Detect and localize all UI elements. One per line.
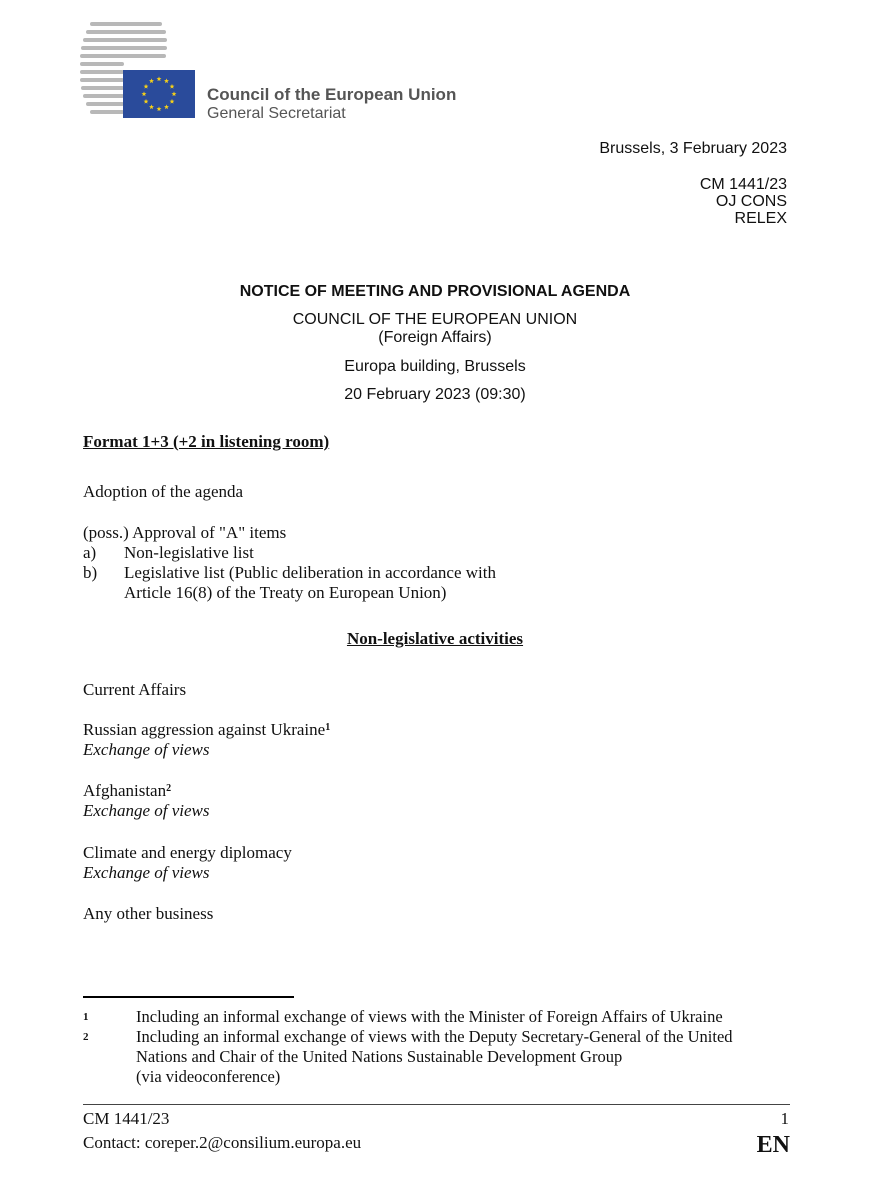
- list-text: Non-legislative list: [124, 543, 254, 562]
- document-date: Brussels, 3 February 2023: [599, 140, 787, 157]
- list-text: Article 16(8) of the Treaty on European Union): [124, 583, 447, 602]
- agenda-item-aob: Any other business: [83, 904, 214, 923]
- footnote: [0, 1027, 872, 1087]
- footnote-number: 2: [83, 1031, 89, 1043]
- footnote-text: Including an informal exchange of views with the Minister of Foreign Affairs of Ukraine: [136, 1007, 723, 1026]
- agenda-item-subtitle: Exchange of views: [83, 740, 210, 759]
- org-name: Council of the European Union: [207, 85, 457, 104]
- council-body: COUNCIL OF THE EUROPEAN UNION: [292, 311, 578, 328]
- list-label: a): [83, 543, 97, 562]
- meeting-format: Format 1+3 (+2 in listening room): [83, 432, 330, 451]
- footnote-number: 1: [83, 1011, 89, 1023]
- document-references: [700, 176, 787, 227]
- footnote-text: [136, 1027, 796, 1087]
- agenda-item: [83, 843, 292, 883]
- agenda-item-current-affairs: Current Affairs: [83, 680, 187, 699]
- section-heading-text: Non-legislative activities: [346, 629, 524, 648]
- footer-contact: Contact: coreper.2@consilium.europa.eu: [83, 1133, 362, 1152]
- notice-heading: NOTICE OF MEETING AND PROVISIONAL AGENDA: [239, 283, 631, 300]
- agenda-item-title: Afghanistan: [83, 781, 167, 800]
- footnote-ref: 2: [166, 783, 172, 794]
- list-item: [83, 543, 496, 563]
- agenda-item-title: Climate and energy diplomacy: [83, 843, 292, 862]
- footnote-divider: [83, 996, 294, 998]
- agenda-item-adoption: Adoption of the agenda: [83, 482, 244, 501]
- ref-code: OJ CONS: [715, 193, 787, 210]
- logo-text: [207, 85, 456, 123]
- meeting-datetime: 20 February 2023 (09:30): [344, 386, 526, 403]
- list-item-continued: [83, 583, 496, 603]
- footnote: [0, 1007, 872, 1027]
- council-configuration: (Foreign Affairs): [378, 329, 492, 346]
- footer-divider: [83, 1104, 790, 1105]
- list-label: b): [83, 563, 98, 582]
- footer-reference: CM 1441/23: [83, 1109, 170, 1128]
- language-code: EN: [756, 1132, 790, 1158]
- meeting-venue: Europa building, Brussels: [344, 358, 526, 375]
- list-text: Legislative list (Public deliberation in accordance with: [124, 563, 496, 582]
- approval-title: (poss.) Approval of "A" items: [83, 523, 287, 542]
- ref-code: RELEX: [734, 210, 787, 227]
- org-unit: General Secretariat: [207, 105, 346, 122]
- section-heading: [0, 629, 870, 649]
- agenda-item-title: Russian aggression against Ukraine: [83, 720, 326, 739]
- agenda-item-subtitle: Exchange of views: [83, 801, 210, 820]
- list-item: [83, 563, 496, 583]
- council-logo: [80, 20, 200, 120]
- page-number: 1: [780, 1109, 789, 1128]
- agenda-item: [83, 781, 210, 821]
- footnote-ref: 1: [325, 722, 331, 733]
- agenda-item: [83, 720, 330, 760]
- footnote-line: Nations and Chair of the United Nations Sustainable Development Group: [136, 1047, 623, 1066]
- council-name: [0, 311, 870, 347]
- footnote-line: Including an informal exchange of views with the Deputy Secretary-General of the United: [136, 1027, 733, 1046]
- agenda-item-subtitle: Exchange of views: [83, 863, 210, 882]
- ref-number: CM 1441/23: [699, 176, 787, 193]
- footnote-line: (via videoconference): [136, 1067, 281, 1086]
- agenda-item-approval: [83, 523, 496, 603]
